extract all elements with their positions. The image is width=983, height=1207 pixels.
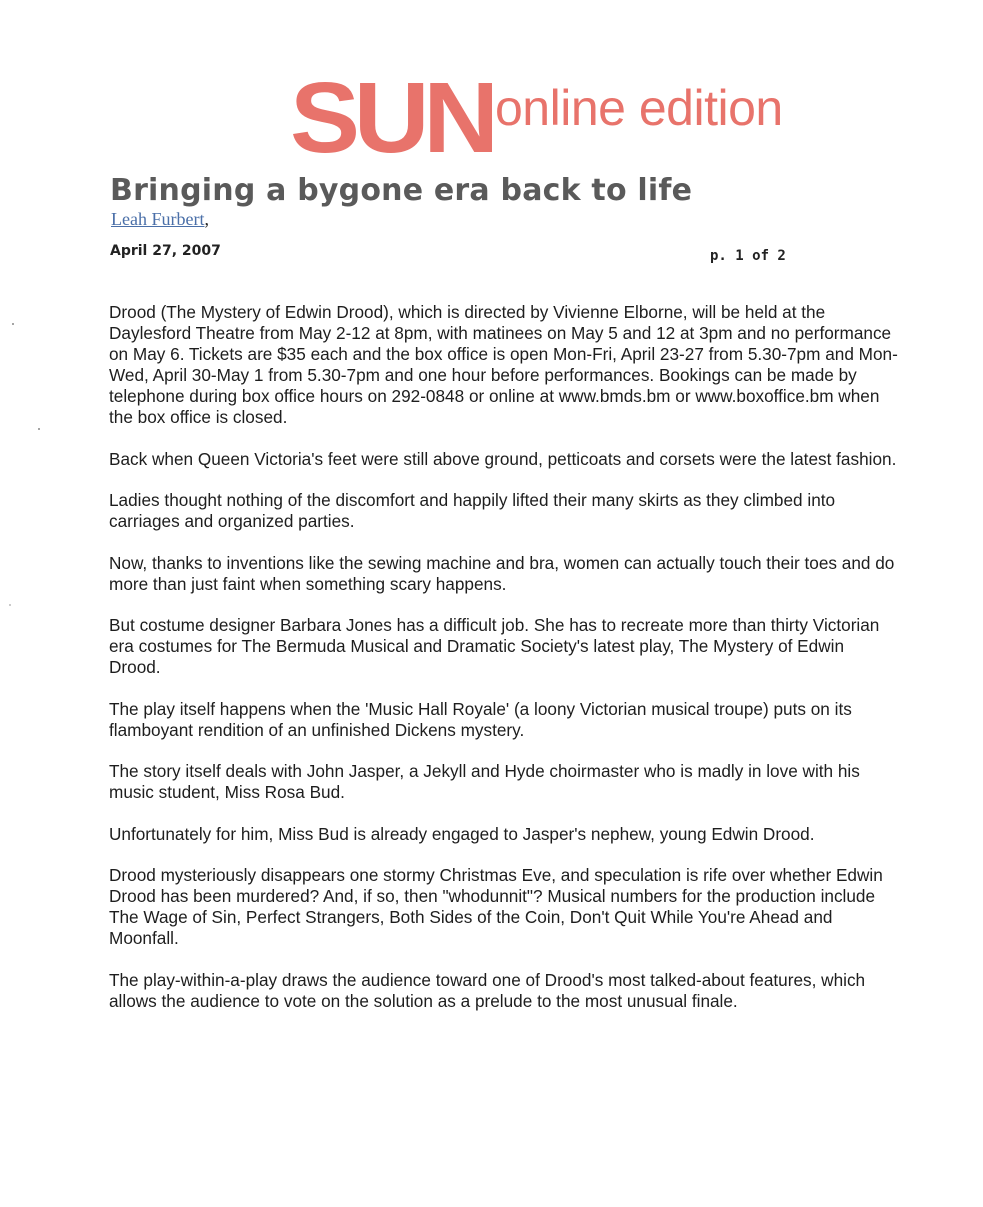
article-body <box>109 302 899 1032</box>
author-link[interactable]: Leah Furbert <box>111 209 205 229</box>
byline <box>111 208 209 230</box>
scan-speck <box>38 428 40 430</box>
page-number: p. 1 of 2 <box>710 248 786 264</box>
article-paragraph: The play-within-a-play draws the audience toward one of Drood's most talked-about features, which allows the audience to vote on the solution as a prelude to the most unusual finale. <box>109 969 866 1011</box>
article-paragraph: Now, thanks to inventions like the sewing machine and bra, women can actually touch their toes and do more than just faint when something scary happens. <box>109 552 895 594</box>
masthead <box>290 62 850 174</box>
article-paragraph: Back when Queen Victoria's feet were still above ground, petticoats and corsets were the latest fashion. <box>109 448 897 469</box>
article-paragraph: The play itself happens when the 'Music Hall Royale' (a loony Victorian musical troupe) puts on its flamboyant rendition of an unfinished Dickens mystery. <box>109 698 852 740</box>
article-paragraph: Drood mysteriously disappears one stormy Christmas Eve, and speculation is rife over whether Edwin Drood has been murdered? And, if so, then "whodunnit"? Musical numbers for the production include The Wage of Sin, Perfect Strangers, Both Sides of the Coin, Don't Quit While You're Ahead and Moonfall. <box>109 865 883 948</box>
article-paragraph: Ladies thought nothing of the discomfort and happily lifted their many skirts as they climbed into carriages and organized parties. <box>109 490 836 531</box>
byline-suffix: , <box>204 209 209 229</box>
article-paragraph: But costume designer Barbara Jones has a difficult job. She has to recreate more than thirty Victorian era costumes for The Bermuda Musical and Dramatic Society's latest play, The Mystery of Edwin Drood. <box>109 615 880 677</box>
article-paragraph: Unfortunately for him, Miss Bud is already engaged to Jasper's nephew, young Edwin Drood. <box>109 823 815 844</box>
article-headline: Bringing a bygone era back to life <box>110 173 693 208</box>
scan-speck <box>9 604 11 606</box>
article-paragraph: Drood (The Mystery of Edwin Drood), which is directed by Vivienne Elborne, will be held at the Daylesford Theatre from May 2-12 at 8pm, with matinees on May 5 and 12 at 3pm and no performance on May 6. Tickets are $35 each and the box office is open Mon-Fri, April 23-27 from 5.30-7pm and Mon-Wed, April 30-May 1 from 5.30-7pm and one hour before performances. Bookings can be made by telephone during box office hours on 292-0848 or online at www.bmds.bm or www.boxoffice.bm when the box office is closed. <box>109 302 898 427</box>
sun-logo: SUN <box>290 62 493 174</box>
scan-speck <box>12 323 14 325</box>
article-paragraph: The story itself deals with John Jasper, a Jekyll and Hyde choirmaster who is madly in love with his music student, Miss Rosa Bud. <box>109 761 860 802</box>
article-date: April 27, 2007 <box>110 243 221 259</box>
masthead-tagline: online edition <box>495 80 783 136</box>
